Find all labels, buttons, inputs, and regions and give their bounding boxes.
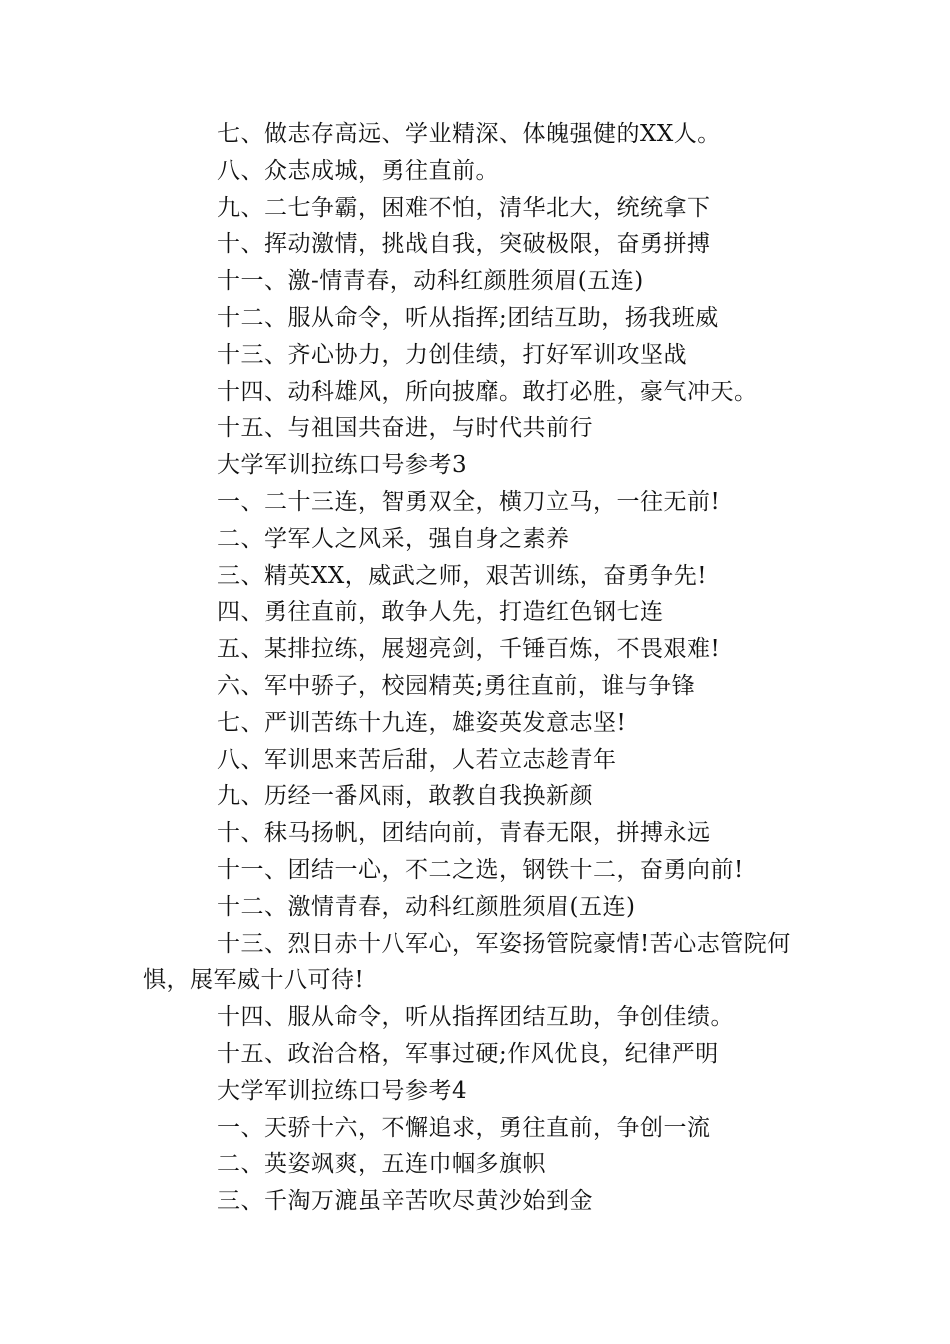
text-line: 九、历经一番风雨，敢教自我换新颜 — [217, 783, 593, 810]
document-body — [143, 116, 813, 1220]
text-line: 十三、烈日赤十八军心，军姿扬管院豪情!苦心志管院何 — [217, 930, 791, 957]
text-line: 十四、动科雄风，所向披靡。敢打必胜，豪气冲天。 — [217, 378, 758, 405]
text-line: 十二、激情青春，动科红颜胜须眉(五连) — [217, 893, 636, 920]
text-line: 大学军训拉练口号参考3 — [217, 452, 468, 479]
text-line: 十、挥动激情，挑战自我，突破极限，奋勇拼搏 — [217, 231, 711, 258]
text-line: 大学军训拉练口号参考4 — [217, 1077, 468, 1104]
text-line: 十、秣马扬帆，团结向前，青春无限，拼搏永远 — [217, 820, 711, 847]
text-line: 十五、政治合格，军事过硬;作风优良，纪律严明 — [217, 1040, 719, 1067]
text-line: 十五、与祖国共奋进，与时代共前行 — [217, 415, 593, 442]
text-line: 七、做志存高远、学业精深、体魄强健的XX人。 — [217, 121, 721, 147]
text-line: 三、精英XX，威武之师，艰苦训练，奋勇争先! — [217, 562, 707, 589]
text-line: 十一、激-情青春，动科红颜胜须眉(五连) — [217, 268, 644, 295]
text-line: 十二、服从命令，听从指挥;团结互助，扬我班威 — [217, 304, 719, 331]
text-line: 十四、服从命令，听从指挥团结互助，争创佳绩。 — [217, 1004, 734, 1031]
text-line: 十三、齐心协力，力创佳绩，打好军训攻坚战 — [217, 341, 687, 368]
text-line: 四、勇往直前，敢争人先，打造红色钢七连 — [217, 599, 664, 626]
text-line: 六、军中骄子，校园精英;勇往直前，谁与争锋 — [217, 672, 696, 699]
text-line: 十一、团结一心，不二之选，钢铁十二，奋勇向前! — [217, 856, 744, 883]
text-line: 五、某排拉练，展翅亮剑，千锤百炼，不畏艰难! — [217, 636, 721, 663]
text-line-continuation: 惧，展军威十八可待! — [143, 967, 365, 994]
text-line: 八、众志成城，勇往直前。 — [217, 157, 499, 184]
text-line: 三、千淘万漉虽辛苦吹尽黄沙始到金 — [217, 1188, 593, 1215]
text-line: 一、二十三连，智勇双全，横刀立马，一往无前! — [217, 488, 721, 515]
text-line: 二、学军人之风采，强自身之素养 — [217, 525, 570, 552]
text-line: 九、二七争霸，困难不怕，清华北大，统统拿下 — [217, 194, 711, 221]
text-line: 一、天骄十六，不懈追求，勇往直前，争创一流 — [217, 1114, 711, 1141]
text-line: 七、严训苦练十九连，雄姿英发意志坚! — [217, 709, 627, 736]
text-line: 八、军训思来苦后甜，人若立志趁青年 — [217, 746, 617, 773]
text-line: 二、英姿飒爽，五连巾帼多旗帜 — [217, 1151, 546, 1178]
